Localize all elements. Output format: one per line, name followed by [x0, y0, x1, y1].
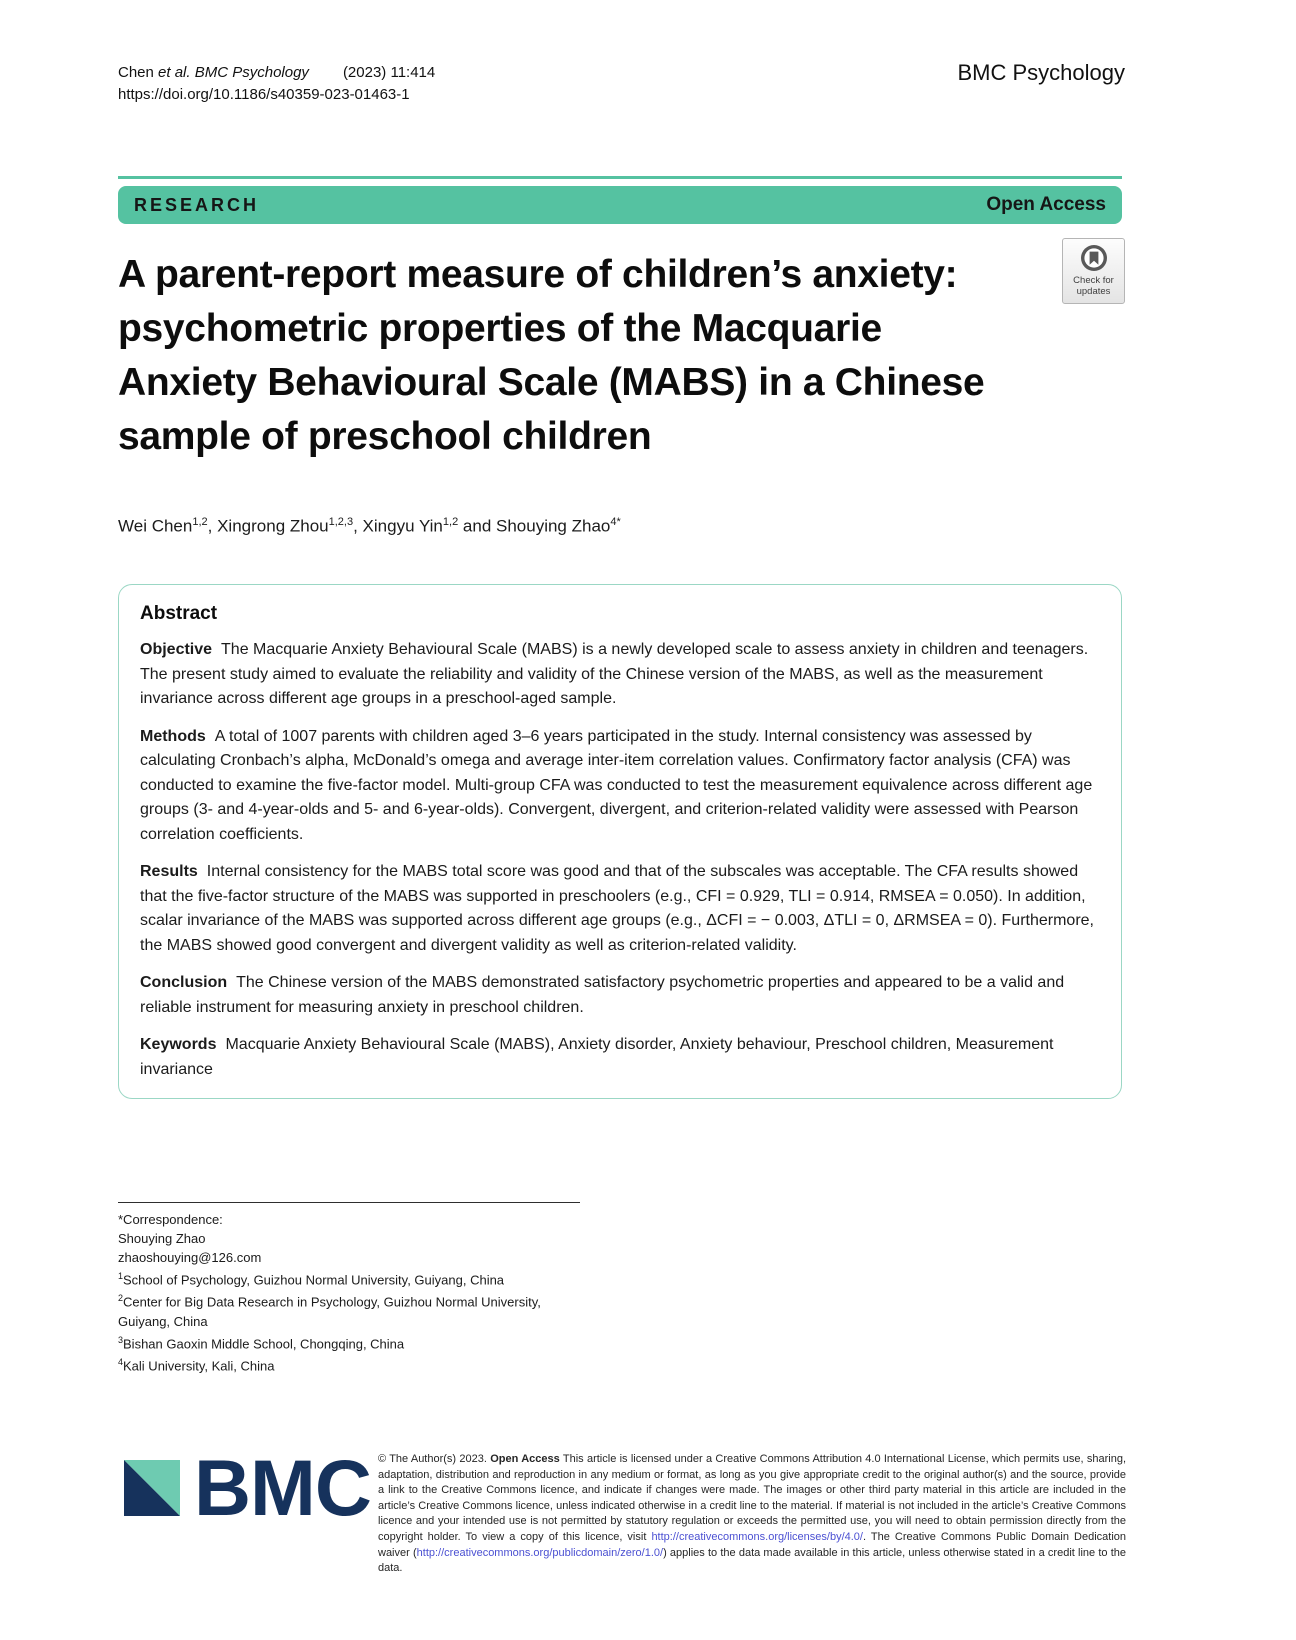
section-text: A total of 1007 parents with children aged 3–6 years participated in the study. Internal consistency was assessed by calculating Cronbach’s alpha, McDonald’s omega and average inter-item correlation values. Confirmatory factor analysis (CFA) was conducted to examine the five-factor model. Multi-group CFA was conducted to test the measurement equivalence across different age groups (3- and 4-year-olds and 5- and 6-year-olds). Convergent, divergent, and criterion-related validity were assessed with Pearson correlation coefficients.: [140, 727, 1093, 843]
banner-section-label: RESEARCH: [134, 194, 260, 215]
section-label: Objective: [140, 641, 213, 658]
license-body-3: ) applies to the data made available in this article, unless otherwise stated in a credit line to the data.: [378, 1546, 1126, 1575]
license-publicdomain-link[interactable]: http://creativecommons.org/publicdomain/zero/1.0/: [416, 1546, 664, 1559]
citation-line: [118, 62, 435, 84]
license-open-access-label: Open Access: [490, 1453, 560, 1465]
license-body-2: . The Creative Commons Public Domain Dedication waiver (: [378, 1530, 1126, 1559]
affiliation-text: Bishan Gaoxin Middle School, Chongqing, China: [123, 1335, 405, 1351]
doi-text: https://doi.org/10.1186/s40359-023-01463-1: [118, 86, 410, 103]
affiliation-1: [118, 1267, 580, 1289]
author-affiliation-sup: 1,2: [442, 516, 459, 528]
research-banner: [118, 186, 1122, 224]
bmc-logo: [124, 1443, 371, 1532]
title-line-2: psychometric properties of the Macquarie: [118, 307, 882, 350]
title-line-4: sample of preschool children: [118, 415, 652, 458]
affiliation-text: School of Psychology, Guizhou Normal University, Guiyang, China: [123, 1272, 505, 1288]
section-text: Macquarie Anxiety Behavioural Scale (MABS), Anxiety disorder, Anxiety behaviour, Preschool children, Measurement invariance: [140, 1036, 1054, 1078]
correspondence-label: *Correspondence:: [118, 1212, 223, 1227]
author-list: [118, 516, 1018, 537]
abstract-keywords: [140, 1033, 1100, 1082]
author-name: Xingyu Yin: [362, 516, 443, 536]
correspondent-name: Shouying Zhao: [118, 1231, 206, 1246]
affiliation-3: [118, 1331, 580, 1353]
abstract-conclusion: [140, 971, 1100, 1020]
author-name: Shouying Zhao: [496, 516, 611, 536]
section-text: The Macquarie Anxiety Behavioural Scale (MABS) is a newly developed scale to assess anxiety in children and teenagers. The present study aimed to evaluate the reliability and validity of the Chinese version of the MABS, as well as the measurement invariance across different age groups in a preschool-aged sample.: [140, 641, 1089, 707]
author-name: Wei Chen: [118, 516, 193, 536]
citation-author: Chen: [118, 64, 159, 81]
article-title: [118, 248, 1078, 464]
abstract-results: [140, 860, 1100, 958]
section-text: The Chinese version of the MABS demonstrated satisfactory psychometric properties and appeared to be a valid and reliable instrument for measuring anxiety in preschool children.: [140, 974, 1065, 1016]
author-affiliation-sup: 4*: [610, 516, 621, 528]
author-separator: ,: [207, 516, 218, 536]
affiliation-text: Kali University, Kali, China: [123, 1358, 275, 1374]
correspondent-email: zhaoshouying@126.com: [118, 1250, 262, 1265]
affiliation-sup: 2: [118, 1293, 124, 1304]
author-separator: and: [458, 516, 496, 536]
check-badge-text-2: updates: [1076, 286, 1111, 297]
citation-journal-italic: et al. BMC Psychology: [158, 64, 309, 81]
section-label: Conclusion: [140, 974, 228, 991]
section-label: Results: [140, 863, 198, 880]
citation-volume: (2023) 11:414: [342, 64, 436, 81]
abstract-objective: [140, 638, 1100, 712]
license-body-1: This article is licensed under a Creative Commons Attribution 4.0 International License, which permits use, sharing, adaptation, distribution and reproduction in any medium or format, as long as you give appropriate credit to the original author(s) and the source, provide a link to the Creative Commons licence, and indicate if changes were made. The images or other third party material in this article are included in the article’s Creative Commons licence, unless indicated otherwise in a credit line to the material. If material is not included in the article’s Creative Commons licence and your intended use is not permitted by statutory regulation or exceeds the permitted use, you will need to obtain permission directly from the copyright holder. To view a copy of this licence, visit: [378, 1453, 1127, 1543]
affiliation-text: Center for Big Data Research in Psychology, Guizhou Normal University, Guiyang, China: [118, 1294, 541, 1329]
citation-block: [118, 62, 435, 106]
affiliation-4: [118, 1353, 580, 1375]
top-teal-rule: [118, 176, 1122, 179]
section-label: Keywords: [140, 1036, 217, 1053]
affiliation-2: [118, 1289, 580, 1330]
open-access-label: Open Access: [986, 194, 1106, 215]
author-affiliation-sup: 1,2: [192, 516, 208, 528]
affiliation-sup: 4: [118, 1356, 124, 1367]
title-line-3: Anxiety Behavioural Scale (MABS) in a Chinese: [118, 361, 985, 404]
section-label: Methods: [140, 727, 206, 745]
bmc-logo-mark-icon: [124, 1460, 180, 1516]
bmc-logo-text: BMC: [194, 1443, 371, 1532]
footnote-divider: [118, 1202, 580, 1203]
affiliation-sup: 3: [118, 1334, 124, 1345]
section-text: Internal consistency for the MABS total score was good and that of the subscales was acceptable. The CFA results showed that the five-factor structure of the MABS was supported in preschoolers (e.g., CFI = 0.929, TLI = 0.914, RMSEA = 0.050). In addition, scalar invariance of the MABS was supported across different age groups (e.g., ΔCFI = − 0.003, ΔTLI = 0, ΔRMSEA = 0). Furthermore, the MABS showed good convergent and divergent validity as well as criterion-related validity.: [140, 863, 1094, 954]
check-badge-text-1: Check for: [1073, 275, 1114, 286]
affiliation-sup: 1: [118, 1271, 124, 1281]
author-affiliation-sup: 1,2,3: [328, 516, 354, 528]
journal-name: BMC Psychology: [957, 60, 1125, 85]
footnotes-block: [118, 1202, 580, 1375]
license-copyright: © The Author(s) 2023.: [378, 1453, 491, 1465]
author-separator: ,: [353, 516, 363, 536]
check-for-updates-icon: [1079, 243, 1109, 273]
title-line-1: A parent-report measure of children’s anxiety:: [118, 253, 958, 296]
license-text: [378, 1452, 1126, 1577]
author-name: Xingrong Zhou: [217, 516, 329, 536]
abstract-box: [118, 584, 1122, 1099]
abstract-methods: [140, 725, 1100, 848]
abstract-heading: Abstract: [140, 603, 218, 624]
license-cc-by-link[interactable]: http://creativecommons.org/licenses/by/4.0/: [651, 1530, 863, 1543]
